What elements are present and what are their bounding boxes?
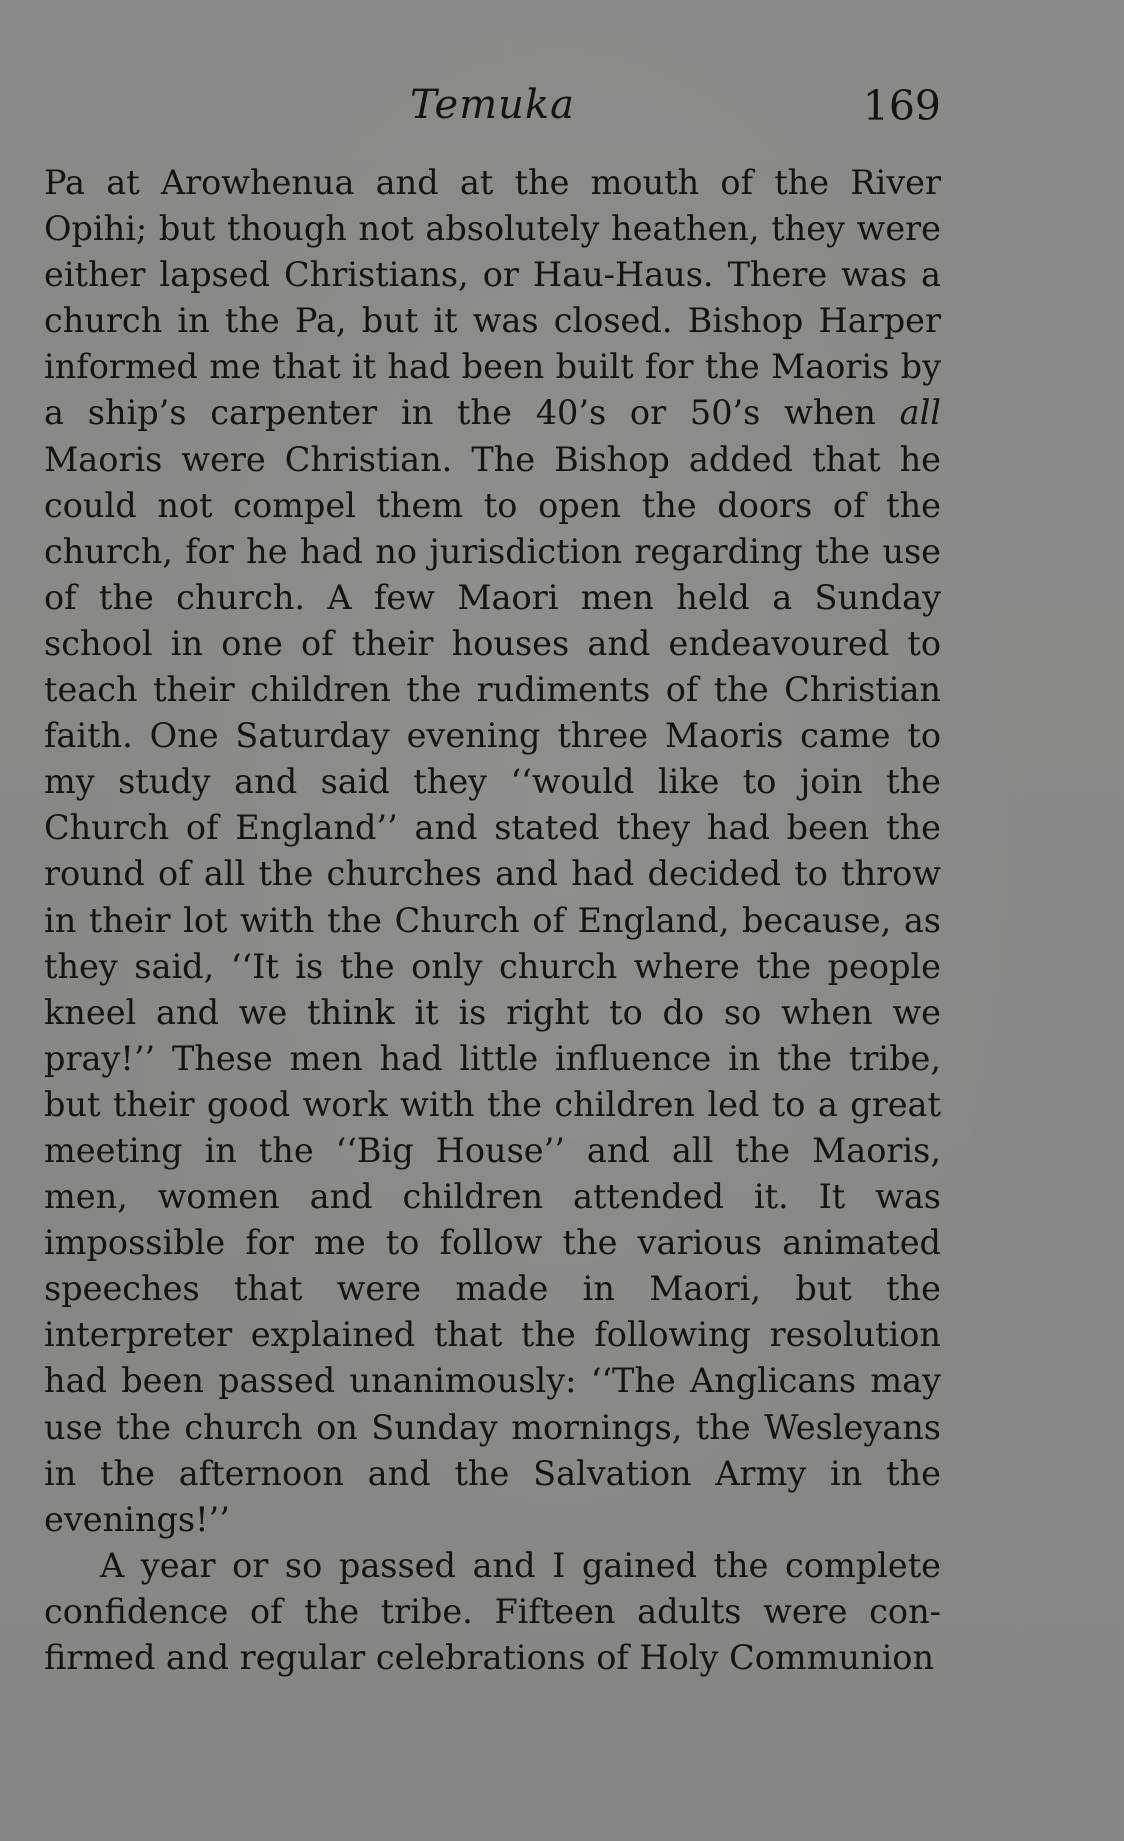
body-text xyxy=(44,160,941,1681)
page-header xyxy=(44,78,941,138)
emphasized-word: all xyxy=(899,393,941,433)
paragraph-2: A year or so passed and I gained the complete confidence of the tribe. Fifteen adults were confirmed and regular celebrations of Holy Communion xyxy=(44,1545,941,1677)
running-title: Temuka xyxy=(409,82,576,128)
paragraph-1 xyxy=(44,160,941,1543)
page-number: 169 xyxy=(862,82,941,130)
paragraph-1-text-b: Maoris were Christian. The Bishop added that he could not compel them to open the doors of the church, for he had no jurisdiction regarding the use of the church. A few Maori men held a Sunday school in one of their houses and endeavoured to teach their children the rudiments of the Christian faith. One Saturday evening three Maoris came to my study and said they ‘‘would like to join the Church of England’’ and stated they had been the round of all the churches and had decided to throw in their lot with the Church of England, because, as they said, ‘‘It is the only church where the people kneel and we think it is right to do so when we pray!’’ These men had little influence in the tribe, but their good work with the children led to a great meeting in the ‘‘Big House’’ and all the Maoris, men, women and children attended it. It was impossible for me to follow the various animated speeches that were made in Maori, but the interpreter explained that the following resolution had been passed unanimously: ‘‘The Anglicans may use the church on Sunday mornings, the Wesleyans in the afternoon and the Salvation Army in the evenings!’’ xyxy=(44,439,941,1539)
paragraph-1-text-a: Pa at Arowhenua and at the mouth of the River Opihi; but though not absolutely heathen, they were either lapsed Christians, or Hau-Haus. There was a church in the Pa, but it was closed. Bishop Harper informed me that it had been built for the Maoris by a ship’s carpenter in the 40’s or 50’s when xyxy=(44,163,941,433)
